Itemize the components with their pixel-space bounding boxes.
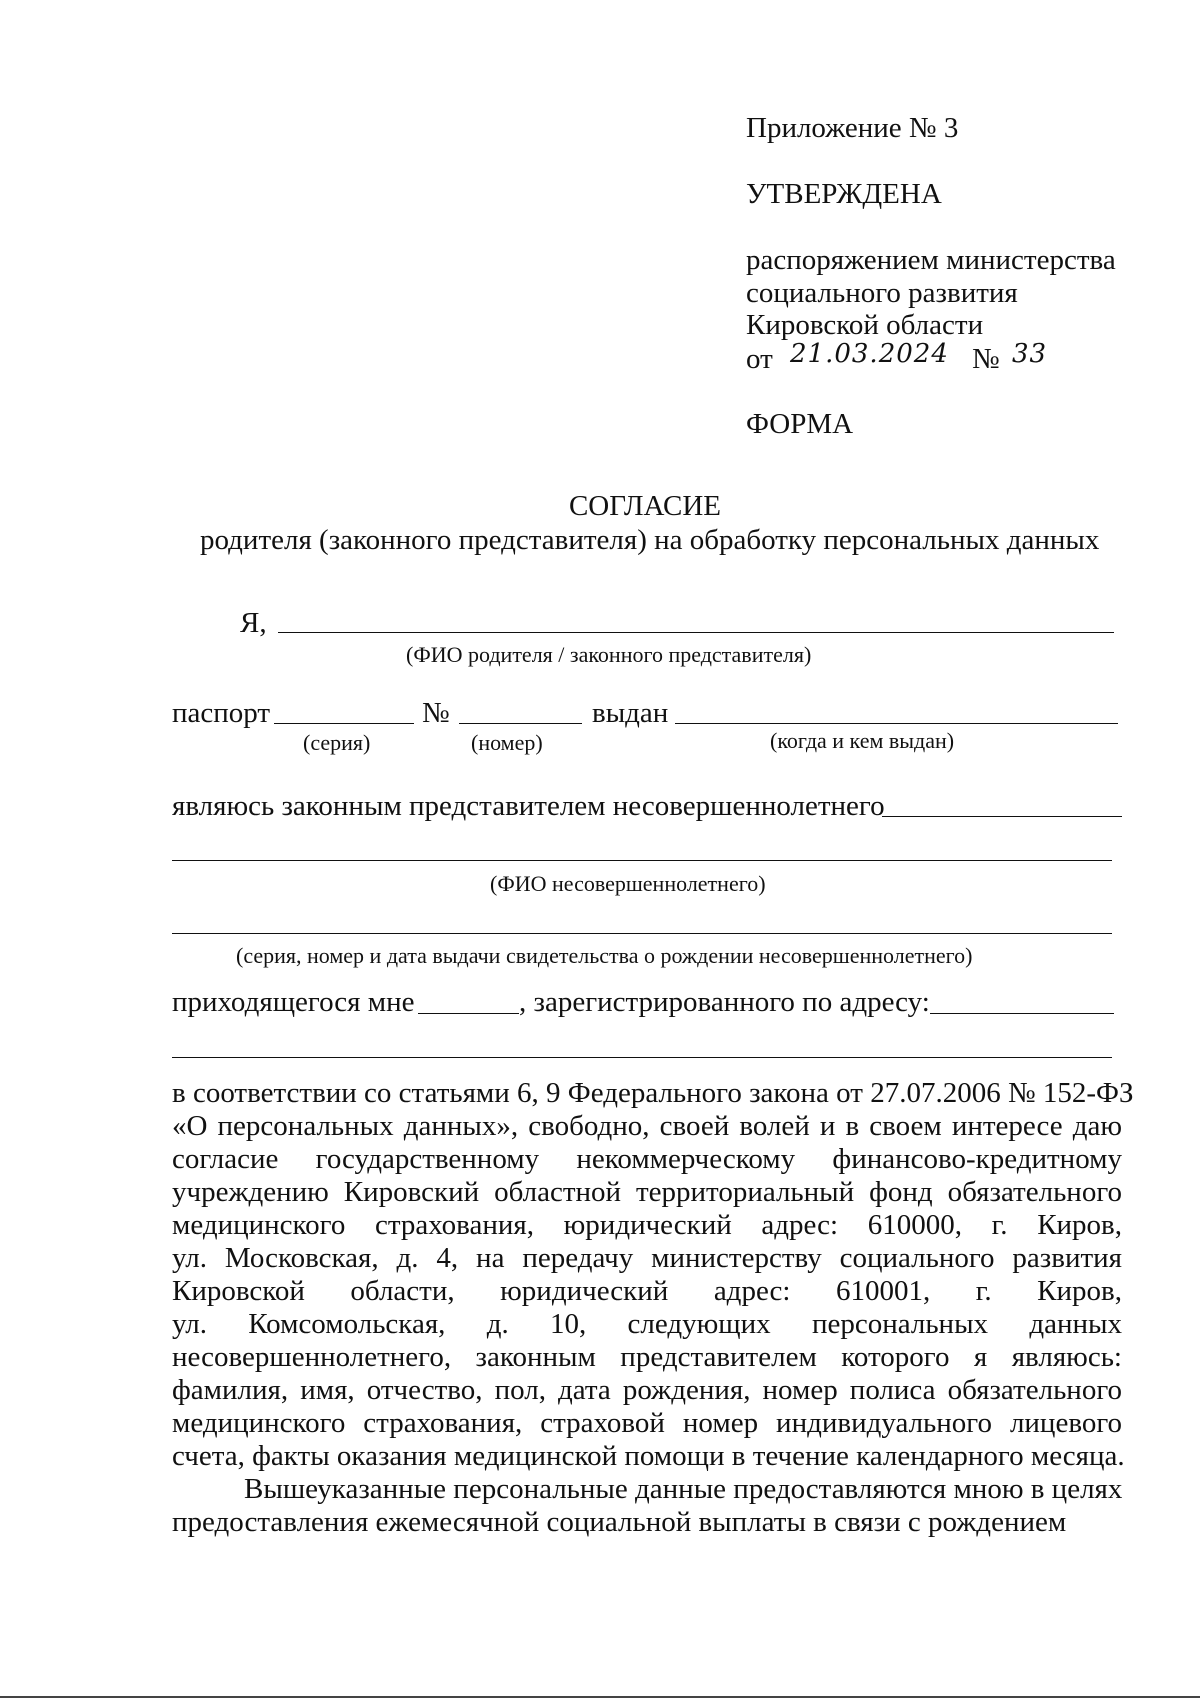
birth-certificate-caption: (серия, номер и дата выдачи свидетельства о рождении несовершеннолетнего) xyxy=(236,943,973,968)
minor-name-caption: (ФИО несовершеннолетнего) xyxy=(490,871,766,896)
purpose-line-2: предоставления ежемесячной социальной выплаты в связи с рождением xyxy=(172,1506,1067,1538)
relation-field[interactable] xyxy=(418,1013,519,1014)
relation-suffix: , зарегистрированного по адресу: xyxy=(519,986,930,1018)
parent-name-field[interactable] xyxy=(278,632,1114,633)
appendix-title: Приложение № 3 xyxy=(746,112,959,144)
address-field-start[interactable] xyxy=(930,1013,1114,1014)
purpose-line-1: Вышеуказанные персональные данные предоставляются мною в целях xyxy=(244,1473,1123,1505)
consent-line-10: фамилия, имя, отчество, пол, дата рождения, номер полиса обязательного xyxy=(172,1374,1122,1406)
date-prefix: от xyxy=(746,343,773,375)
passport-issued-field[interactable] xyxy=(675,723,1118,724)
consent-line-1: в соответствии со статьями 6, 9 Федерального закона от 27.07.2006 № 152-ФЗ xyxy=(172,1077,1134,1109)
number-caption: (номер) xyxy=(471,730,543,755)
consent-line-2: «О персональных данных», свободно, своей волей и в своем интересе даю xyxy=(172,1110,1122,1142)
address-field[interactable] xyxy=(172,1057,1112,1058)
consent-line-5: медицинского страхования, юридический адрес: 610000, г. Киров, xyxy=(172,1209,1122,1241)
birth-certificate-field[interactable] xyxy=(172,933,1112,934)
issued-caption: (когда и кем выдан) xyxy=(770,728,955,753)
i-label: Я, xyxy=(240,607,267,639)
handwritten-date: 21.03.2024 xyxy=(790,339,949,369)
parent-name-caption: (ФИО родителя / законного представителя) xyxy=(406,642,812,667)
handwritten-number: 33 xyxy=(1012,339,1048,369)
passport-number-field[interactable] xyxy=(459,723,582,724)
page-bottom-edge xyxy=(0,1696,1200,1698)
approved-by-line-1: распоряжением министерства xyxy=(746,244,1116,276)
issued-label: выдан xyxy=(592,697,669,729)
consent-line-12: счета, факты оказания медицинской помощи в течение календарного месяца. xyxy=(172,1440,1125,1472)
consent-line-11: медицинского страхования, страховой номер индивидуального лицевого xyxy=(172,1407,1122,1439)
minor-name-field-start[interactable] xyxy=(882,816,1122,817)
document-subtitle: родителя (законного представителя) на обработку персональных данных xyxy=(200,524,1100,556)
consent-line-7: Кировской области, юридический адрес: 610001, г. Киров, xyxy=(172,1275,1122,1307)
approved-by-line-3: Кировской области xyxy=(746,309,984,341)
passport-label: паспорт xyxy=(172,697,271,729)
passport-number-sign: № xyxy=(422,697,450,729)
consent-line-3: согласие государственному некоммерческому финансово-кредитному xyxy=(172,1143,1122,1175)
form-label: ФОРМА xyxy=(746,408,854,440)
representative-text: являюсь законным представителем несовершеннолетнего xyxy=(172,790,885,822)
approved-label: УТВЕРЖДЕНА xyxy=(746,178,942,210)
consent-line-8: ул. Комсомольская, д. 10, следующих персональных данных xyxy=(172,1308,1122,1340)
series-caption: (серия) xyxy=(303,730,371,755)
approved-by-line-2: социального развития xyxy=(746,277,1018,309)
relation-prefix: приходящегося мне xyxy=(172,986,415,1018)
number-prefix: № xyxy=(972,343,1000,375)
minor-name-field[interactable] xyxy=(172,860,1112,861)
consent-line-6: ул. Московская, д. 4, на передачу министерству социального развития xyxy=(172,1242,1122,1274)
document-title: СОГЛАСИЕ xyxy=(568,490,722,522)
passport-series-field[interactable] xyxy=(274,723,414,724)
consent-line-9: несовершеннолетнего, законным представителем которого я являюсь: xyxy=(172,1341,1122,1373)
consent-line-4: учреждению Кировский областной территориальный фонд обязательного xyxy=(172,1176,1122,1208)
